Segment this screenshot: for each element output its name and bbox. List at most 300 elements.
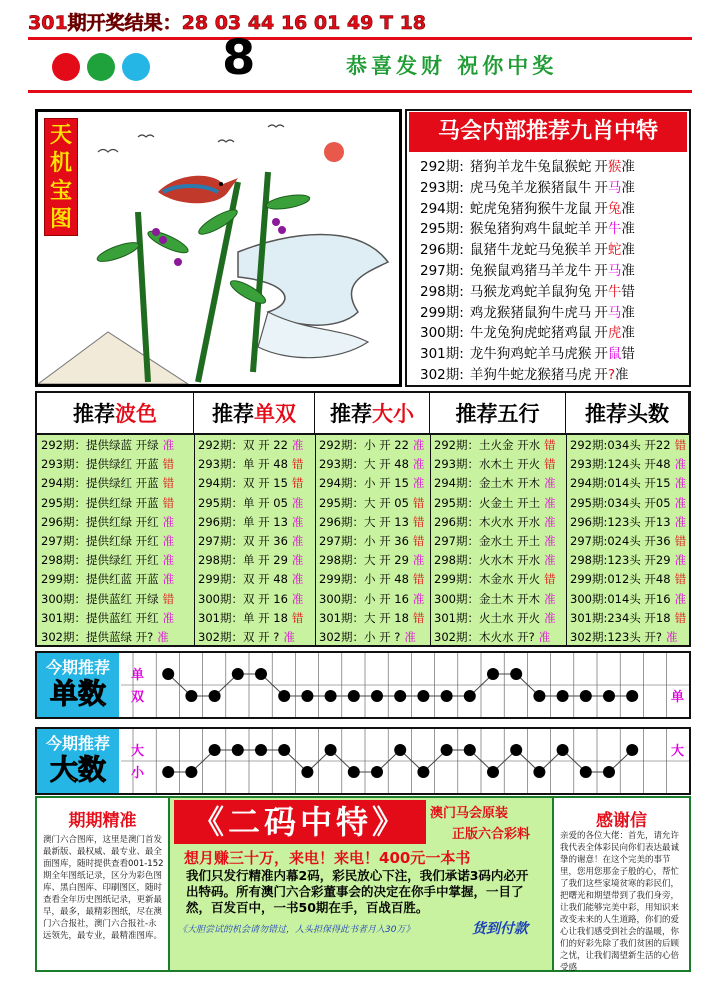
- nine-result: 猴: [607, 159, 622, 175]
- two-code-title: 《二码中特》: [174, 800, 426, 844]
- original-label-1: 澳门马会原装: [430, 806, 509, 821]
- grid-cell-color: [41, 552, 174, 568]
- grid-cell-text: 296期:123头 开13: [570, 514, 671, 529]
- grid-cell-text: 292期：小 开 22: [319, 438, 409, 452]
- trend-point: [603, 690, 615, 702]
- trend-point: [185, 766, 197, 778]
- slogan: 想月赚三十万，来电！来电！400元一本书: [184, 849, 471, 867]
- nine-animals: 马猴龙鸡蛇羊鼠狗兔: [469, 283, 592, 300]
- grid-cell-text: 294期：金土木 开木: [434, 476, 541, 491]
- grid-header-a: 推荐: [212, 402, 254, 426]
- grid-cell-color: [41, 456, 174, 472]
- grid-cell-text: 299期：小 开 48: [319, 572, 409, 587]
- grid-cell-text: 300期:014头 开16: [570, 591, 671, 606]
- grid-cell-text: 297期：金水土 开土: [434, 534, 541, 548]
- grid-cell-oddeven: [198, 437, 303, 453]
- grid-cell-elements: [434, 495, 556, 511]
- grid-cell-text: 302期：木火水 开?: [434, 630, 535, 644]
- trend-point: [417, 766, 429, 778]
- grid-cell-size: [319, 552, 424, 568]
- nine-animals: 兔猴鼠鸡猪马羊龙牛: [469, 263, 592, 279]
- nine-issue: 297期:: [420, 263, 464, 279]
- trend-point: [325, 690, 337, 702]
- grid-cell-status: 错: [674, 572, 687, 587]
- grid-cell-oddeven: [198, 591, 303, 607]
- grid-cell-text: 294期：小 开 15: [319, 476, 409, 491]
- trend-point: [557, 690, 569, 702]
- nine-issue: 293期:: [420, 179, 464, 196]
- grid-cell-status: 错: [412, 514, 425, 529]
- grid-cell-color: [41, 514, 174, 530]
- nine-zodiac-title: 马会内部推荐九肖中特: [409, 112, 687, 152]
- nine-animals: 虎马兔羊龙猴猪鼠牛: [469, 179, 592, 196]
- trend-point: [580, 766, 592, 778]
- grid-cell-color: [41, 629, 169, 645]
- trend-point: [348, 766, 360, 778]
- grid-cell-heads: [570, 495, 686, 511]
- grid-cell-size: [319, 629, 416, 645]
- grid-cell-status: 准: [162, 514, 175, 529]
- grid-cell-heads: [570, 533, 686, 549]
- nine-status: 准: [621, 242, 635, 259]
- trend-point: [487, 766, 499, 778]
- nine-row: [420, 321, 635, 341]
- grid-cell-text: 301期：提供蓝红 开红: [41, 610, 159, 625]
- grid-cell-text: 297期:024头 开36: [570, 534, 671, 548]
- grid-cell-status: 准: [291, 534, 304, 548]
- grid-cell-color: [41, 533, 174, 549]
- grid-header-3: [430, 393, 566, 435]
- issue-number: 8: [222, 30, 256, 86]
- picture-title-text: 天机宝图: [49, 122, 72, 232]
- nine-row: [420, 217, 635, 237]
- grid-cell-status: 准: [666, 630, 678, 644]
- nine-open: 开: [594, 263, 608, 279]
- nine-result: 马: [607, 179, 622, 196]
- grid-header-a: 推荐: [330, 402, 372, 426]
- grid-cell-status: 准: [544, 514, 556, 529]
- original-label-2: 正版六合彩料: [452, 827, 531, 842]
- trend-point: [325, 744, 337, 756]
- grid-cell-status: 错: [291, 610, 304, 625]
- grid-cell-color: [41, 610, 174, 626]
- grid-cell-status: 准: [538, 630, 551, 644]
- grid-cell-color: [41, 437, 174, 453]
- grid-separator: [430, 435, 431, 647]
- nine-status: 准: [621, 159, 635, 175]
- grid-cell-elements: [434, 456, 556, 472]
- nine-row: [420, 197, 635, 217]
- trend-top-label: 大: [131, 744, 145, 759]
- grid-cell-text: 302期：小 开 ?: [319, 630, 401, 644]
- grid-cell-oddeven: [198, 571, 303, 587]
- ad-body: 我们只发行精准内幕2码，彩民放心下注，我们承诺3码内必开出特码。所有澳门六合彩董事会的决定在你手中掌握，一目了然，百发百中，一书50期在手，百战百胜。: [186, 868, 529, 915]
- grid-cell-status: 准: [544, 553, 556, 568]
- trend-point: [626, 690, 638, 702]
- grid-cell-text: 297期：小 开 36: [319, 534, 409, 548]
- trend-point: [417, 690, 429, 702]
- grid-cell-text: 295期：提供红绿 开蓝: [41, 495, 159, 510]
- grid-cell-text: 296期：木火水 开水: [434, 514, 541, 529]
- grid-cell-text: 296期：大 开 13: [319, 514, 409, 529]
- trend-point: [603, 766, 615, 778]
- draw-result-title: 301期开奖结果：28 03 44 16 01 49 T 18: [28, 12, 427, 34]
- grid-cell-status: 准: [162, 438, 175, 452]
- grid-cell-heads: [570, 610, 686, 626]
- grid-cell-text: 300期：提供蓝红 开绿: [41, 591, 159, 606]
- grid-cell-size: [319, 475, 424, 491]
- grid-cell-color: [41, 475, 174, 491]
- nine-status: 准: [621, 304, 635, 321]
- trend-point: [232, 668, 244, 680]
- grid-cell-text: 292期：提供绿蓝 开绿: [41, 438, 159, 452]
- grid-cell-heads: [570, 552, 686, 568]
- nine-issue: 301期:: [420, 346, 464, 363]
- left-title: 期期精准: [68, 811, 137, 831]
- nine-open: 开: [594, 221, 608, 238]
- grid-cell-status: 准: [404, 630, 416, 644]
- grid-cell-oddeven: [198, 514, 303, 530]
- nine-status: 准: [621, 179, 635, 196]
- grid-cell-text: 302期：双 开 ?: [198, 630, 280, 644]
- grid-cell-status: 错: [412, 572, 425, 587]
- grid-cell-heads: [570, 571, 686, 587]
- grid-cell-text: 299期：提供红蓝 开蓝: [41, 572, 159, 587]
- grid-cell-status: 错: [162, 495, 175, 510]
- grid-cell-elements: [434, 552, 556, 568]
- grid-cell-status: 错: [291, 476, 304, 491]
- trend-point: [464, 690, 476, 702]
- trend-point: [580, 690, 592, 702]
- grid-cell-text: 292期：土火金 开水: [434, 438, 541, 452]
- nine-issue: 295期:: [420, 221, 464, 238]
- nine-result: 蛇: [607, 242, 622, 259]
- grid-cell-size: [319, 571, 424, 587]
- grid-cell-status: 准: [291, 572, 304, 587]
- thanks-text: 亲爱的各位大佬：首先，请允许我代表全体彩民向你们表达最诚挚的谢意！在这个完美的事节里，您用您那金子般的心，帮忙了我们这些家境贫寒的彩民们，把曙光和期望带到了我们身旁，让我们能够完美中彩，用知识来改变未来的人生道路，你们的爱心让我们感受到社会的温暖，你们的好彩先除了我们贫困的后顾之忧，让我们渴望新生活的心倍受感: [560, 831, 680, 973]
- trend-point: [278, 744, 290, 756]
- grid-separator: [194, 435, 195, 647]
- grid-cell-text: 295期：大 开 05: [319, 495, 409, 510]
- grid-cell-text: 301期：单 开 18: [198, 610, 288, 625]
- grid-cell-text: 294期:014头 开15: [570, 476, 671, 491]
- grid-separator: [315, 435, 316, 647]
- grid-cell-status: 错: [674, 438, 687, 452]
- grid-cell-text: 296期：提供红绿 开红: [41, 514, 159, 529]
- grid-header-b: 大小: [372, 402, 414, 426]
- trend-point: [510, 668, 522, 680]
- grid-header-b: 波色: [115, 402, 157, 426]
- nine-open: 开: [594, 200, 608, 217]
- trend-point: [255, 744, 267, 756]
- trend-point: [371, 690, 383, 702]
- nine-open: 开: [594, 304, 608, 321]
- grid-cell-text: 294期：提供绿红 开蓝: [41, 476, 159, 491]
- nine-result: 牛: [607, 221, 622, 238]
- trend-point: [371, 766, 383, 778]
- grid-cell-size: [319, 456, 424, 472]
- grid-cell-oddeven: [198, 552, 303, 568]
- grid-cell-text: 295期:034头 开05: [570, 495, 671, 510]
- nine-animals: 鼠猪牛龙蛇马兔猴羊: [469, 242, 592, 259]
- nine-animals: 龙牛狗鸡蛇羊马虎猴: [469, 346, 592, 363]
- cod-label: 货到付款: [472, 921, 528, 937]
- nine-issue: 298期:: [420, 283, 464, 300]
- grid-cell-text: 293期：水木土 开火: [434, 457, 541, 472]
- trend-point: [394, 744, 406, 756]
- odd-panel-label-small: 今期推荐: [45, 658, 110, 677]
- grid-cell-heads: [570, 475, 686, 491]
- grid-cell-status: 错: [412, 610, 425, 625]
- grid-cell-text: 293期:124头 开48: [570, 457, 671, 472]
- grid-cell-oddeven: [198, 475, 303, 491]
- grid-cell-elements: [434, 591, 556, 607]
- odd-panel-label-big: 单数: [49, 677, 106, 710]
- trend-bottom-label: 小: [131, 766, 145, 781]
- grid-cell-text: 298期：火水木 开水: [434, 553, 541, 568]
- grid-cell-text: 294期：双 开 15: [198, 476, 288, 491]
- grid-cell-text: 295期：火金土 开土: [434, 495, 541, 510]
- green-ball-icon: [87, 53, 115, 81]
- nine-open: 开: [594, 325, 608, 342]
- grid-cell-text: 298期：大 开 29: [319, 553, 409, 568]
- grid-cell-status: 错: [674, 534, 687, 548]
- nine-issue: 296期:: [420, 242, 464, 259]
- trend-point: [348, 690, 360, 702]
- grid-cell-text: 292期:034头 开22: [570, 438, 671, 452]
- grid-cell-status: 准: [412, 438, 425, 452]
- grid-cell-color: [41, 495, 174, 511]
- nine-animals: 牛龙兔狗虎蛇猪鸡鼠: [469, 325, 592, 342]
- grid-cell-status: 准: [283, 630, 295, 644]
- nine-animals: 鸡龙猴猪鼠狗牛虎马: [469, 304, 592, 321]
- grid-cell-status: 准: [162, 572, 175, 587]
- nine-issue: 302期:: [420, 367, 464, 383]
- grid-cell-status: 准: [412, 591, 425, 606]
- grid-cell-oddeven: [198, 629, 295, 645]
- trend-point: [255, 668, 267, 680]
- grid-cell-size: [319, 533, 424, 549]
- grid-cell-text: 292期：双 开 22: [198, 438, 288, 452]
- left-column: [37, 798, 170, 970]
- grid-cell-status: 准: [291, 514, 304, 529]
- nine-row: [420, 155, 635, 175]
- thanks-title: 感谢信: [596, 811, 647, 831]
- trend-top-label: 单: [131, 668, 145, 683]
- grid-cell-text: 299期:012头 开48: [570, 572, 671, 587]
- trend-point: [626, 744, 638, 756]
- grid-cell-status: 准: [162, 610, 175, 625]
- grid-cell-status: 准: [291, 591, 304, 606]
- nine-result: ?: [607, 367, 615, 383]
- nine-status: 准: [621, 221, 635, 238]
- trend-bottom-label: 双: [131, 690, 145, 705]
- grid-cell-color: [41, 591, 174, 607]
- trend-right-label: 大: [671, 744, 685, 759]
- nine-row: [420, 259, 635, 279]
- trend-point: [533, 690, 545, 702]
- grid-cell-oddeven: [198, 610, 303, 626]
- grid-cell-status: 准: [291, 438, 304, 452]
- grid-cell-elements: [434, 437, 556, 453]
- grid-cell-text: 301期：大 开 18: [319, 610, 409, 625]
- grid-header-2: [315, 393, 430, 435]
- nine-issue: 299期:: [420, 304, 464, 321]
- trend-point: [209, 690, 221, 702]
- grid-cell-status: 准: [544, 591, 556, 606]
- header-rule-bottom: [28, 90, 692, 93]
- nine-status: 准: [621, 200, 635, 217]
- grid-cell-text: 293期：提供绿红 开蓝: [41, 457, 159, 472]
- grid-cell-status: 准: [162, 553, 175, 568]
- nine-status: 错: [621, 283, 635, 300]
- grid-cell-oddeven: [198, 456, 303, 472]
- grid-header-a: 推荐: [73, 402, 115, 426]
- trend-point: [232, 744, 244, 756]
- grid-cell-text: 301期:234头 开18: [570, 610, 671, 625]
- nine-status: 错: [621, 346, 635, 363]
- nine-row: [420, 176, 635, 196]
- grid-cell-status: 错: [412, 534, 425, 548]
- trend-point: [209, 744, 221, 756]
- grid-cell-oddeven: [198, 533, 303, 549]
- grid-cell-status: 准: [674, 514, 687, 529]
- nine-issue: 294期:: [420, 200, 464, 217]
- grid-cell-status: 准: [674, 476, 687, 491]
- grid-cell-size: [319, 437, 424, 453]
- nine-row: [420, 363, 629, 383]
- nine-result: 虎: [607, 325, 622, 342]
- grid-cell-elements: [434, 514, 556, 530]
- trend-point: [441, 744, 453, 756]
- grid-cell-status: 准: [291, 495, 304, 510]
- greeting: 恭喜发财 祝你中奖: [346, 53, 558, 78]
- grid-cell-status: 错: [544, 572, 556, 587]
- ad-footer: 《大胆尝试的机会请勿错过，人头担保得此书者月入30万》: [178, 925, 415, 935]
- nine-animals: 猴兔猪狗鸡牛鼠蛇羊: [469, 221, 592, 238]
- header-rule-top: [28, 37, 692, 40]
- grid-cell-status: 准: [544, 534, 556, 548]
- picture-frame: [35, 109, 402, 387]
- odd-even-trend: [37, 653, 689, 717]
- nine-open: 开: [594, 283, 608, 300]
- grid-cell-status: 准: [544, 495, 556, 510]
- nine-open: 开: [594, 367, 608, 383]
- grid-header-0: [37, 393, 194, 435]
- nine-row: [420, 238, 635, 258]
- trend-right-label: 单: [671, 690, 685, 705]
- grid-cell-status: 错: [544, 457, 556, 472]
- nine-animals: 猪狗羊龙牛兔鼠猴蛇: [469, 159, 592, 175]
- nine-open: 开: [594, 179, 608, 196]
- nine-animals: 羊狗牛蛇龙猴猪马虎: [469, 367, 592, 383]
- picture-title: [44, 118, 78, 236]
- grid-cell-elements: [434, 610, 556, 626]
- grid-cell-status: 准: [162, 534, 175, 548]
- grid-cell-text: 296期：单 开 13: [198, 514, 288, 529]
- nine-status: 准: [615, 367, 629, 383]
- nine-result: 牛: [607, 283, 622, 300]
- grid-header-a: 推荐五行: [455, 402, 540, 426]
- grid-cell-status: 准: [544, 610, 556, 625]
- nine-result: 马: [607, 263, 622, 279]
- trend-point: [510, 744, 522, 756]
- trend-point: [464, 744, 476, 756]
- trend-point: [487, 668, 499, 680]
- grid-cell-status: 准: [412, 457, 425, 472]
- grid-cell-elements: [434, 629, 550, 645]
- grid-cell-status: 准: [157, 630, 169, 644]
- grid-cell-status: 准: [412, 476, 425, 491]
- grid-cell-text: 298期：单 开 29: [198, 553, 288, 568]
- grid-separator: [566, 435, 567, 647]
- nine-issue: 292期:: [420, 159, 464, 175]
- nine-row: [420, 342, 635, 362]
- trend-point: [394, 690, 406, 702]
- trend-point: [557, 744, 569, 756]
- trend-point: [162, 766, 174, 778]
- grid-cell-text: 302期：提供蓝绿 开?: [41, 630, 154, 644]
- grid-cell-status: 准: [674, 457, 687, 472]
- grid-cell-size: [319, 610, 424, 626]
- grid-cell-text: 300期：双 开 16: [198, 591, 288, 606]
- nine-open: 开: [594, 346, 608, 363]
- trend-point: [278, 690, 290, 702]
- nine-result: 兔: [607, 200, 622, 217]
- grid-cell-oddeven: [198, 495, 303, 511]
- grid-cell-elements: [434, 533, 556, 549]
- grid-cell-text: 298期：提供绿红 开红: [41, 553, 159, 568]
- grid-cell-size: [319, 514, 424, 530]
- grid-cell-status: 错: [674, 610, 687, 625]
- red-ball-icon: [52, 53, 80, 81]
- nine-row: [420, 280, 635, 300]
- grid-cell-heads: [570, 437, 686, 453]
- nine-animals: 蛇虎兔猪狗猴牛龙鼠: [469, 200, 592, 217]
- grid-cell-status: 准: [544, 476, 556, 491]
- grid-cell-status: 错: [162, 457, 175, 472]
- grid-cell-text: 300期：小 开 16: [319, 591, 409, 606]
- big-small-trend: [37, 729, 689, 793]
- nine-row: [420, 301, 635, 321]
- trend-point: [533, 766, 545, 778]
- trend-point: [301, 690, 313, 702]
- nine-result: 马: [607, 304, 622, 321]
- blue-ball-icon: [122, 53, 150, 81]
- grid-cell-status: 准: [674, 553, 687, 568]
- nine-status: 准: [621, 263, 635, 279]
- grid-cell-status: 准: [291, 553, 304, 568]
- nine-issue: 300期:: [420, 325, 464, 342]
- grid-cell-status: 错: [162, 591, 175, 606]
- grid-cell-status: 错: [544, 438, 556, 452]
- grid-cell-status: 准: [412, 553, 425, 568]
- right-column: [552, 798, 689, 973]
- big-panel-label-big: 大数: [49, 753, 106, 786]
- grid-header-b: 单双: [254, 402, 296, 426]
- grid-cell-text: 299期：双 开 48: [198, 572, 288, 587]
- grid-cell-size: [319, 495, 424, 511]
- grid-cell-status: 准: [674, 495, 687, 510]
- grid-cell-text: 300期：金土木 开木: [434, 591, 541, 606]
- grid-header-a: 推荐头数: [585, 402, 669, 426]
- trend-point: [441, 690, 453, 702]
- grid-header-1: [194, 393, 315, 435]
- grid-cell-status: 错: [412, 495, 425, 510]
- nine-open: 开: [594, 159, 608, 175]
- bird-bamboo-illustration: [38, 112, 399, 384]
- grid-cell-text: 301期：火土水 开火: [434, 610, 541, 625]
